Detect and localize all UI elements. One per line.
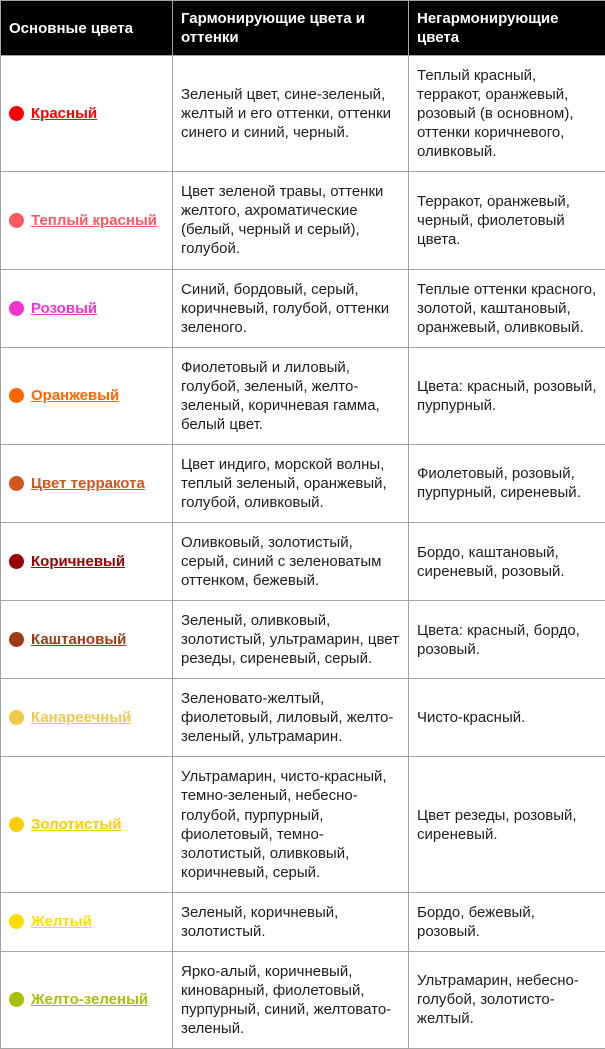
color-link[interactable]: Золотистый xyxy=(31,816,122,833)
clashing-cell: Фиолетовый, розовый, пурпурный, сиреневый. xyxy=(409,444,605,522)
table-row xyxy=(1,892,605,951)
color-link[interactable]: Красный xyxy=(31,105,97,122)
clashing-cell: Бордо, бежевый, розовый. xyxy=(409,892,605,951)
main-color-cell xyxy=(1,601,173,679)
color-dot-icon xyxy=(9,914,24,929)
clashing-cell: Цвет резеды, розовый, сиреневый. xyxy=(409,757,605,892)
color-dot-icon xyxy=(9,817,24,832)
main-color-cell xyxy=(1,56,173,172)
color-dot-icon xyxy=(9,301,24,316)
table-row xyxy=(1,444,605,522)
color-link[interactable]: Желтый xyxy=(31,913,92,930)
col-header-main-colors: Основные цвета xyxy=(1,1,173,56)
clashing-cell: Теплый красный, терракот, оранжевый, розовый (в основном), оттенки коричневого, оливковый. xyxy=(409,56,605,172)
harmonizing-cell: Фиолетовый и лиловый, голубой, зеленый, желто-зеленый, коричневая гамма, белый цвет. xyxy=(173,347,409,444)
color-link[interactable]: Теплый красный xyxy=(31,212,157,229)
main-color-cell xyxy=(1,892,173,951)
clashing-cell: Ультрамарин, небесно-голубой, золотисто-желтый. xyxy=(409,951,605,1048)
table-row xyxy=(1,601,605,679)
color-dot-icon xyxy=(9,476,24,491)
color-link[interactable]: Коричневый xyxy=(31,553,125,570)
clashing-cell: Теплые оттенки красного, золотой, каштановый, оранжевый, оливковый. xyxy=(409,269,605,347)
harmonizing-cell: Зеленый, оливковый, золотистый, ультрамарин, цвет резеды, сиреневый, серый. xyxy=(173,601,409,679)
harmonizing-cell: Зеленовато-желтый, фиолетовый, лиловый, желто-зеленый, ультрамарин. xyxy=(173,679,409,757)
col-header-harmonizing: Гармонирующие цвета и оттенки xyxy=(173,1,409,56)
harmonizing-cell: Оливковый, золотистый, серый, синий с зеленоватым оттенком, бежевый. xyxy=(173,522,409,600)
table-row xyxy=(1,56,605,172)
harmonizing-cell: Цвет индиго, морской волны, теплый зеленый, оранжевый, голубой, оливковый. xyxy=(173,444,409,522)
clashing-cell: Чисто-красный. xyxy=(409,679,605,757)
col-header-clashing: Негармонирующие цвета xyxy=(409,1,605,56)
main-color-cell xyxy=(1,172,173,269)
table-row xyxy=(1,757,605,892)
color-dot-icon xyxy=(9,992,24,1007)
harmonizing-cell: Зеленый, коричневый, золотистый. xyxy=(173,892,409,951)
harmonizing-cell: Синий, бордовый, серый, коричневый, голубой, оттенки зеленого. xyxy=(173,269,409,347)
main-color-cell xyxy=(1,951,173,1048)
table-row xyxy=(1,522,605,600)
color-link[interactable]: Желто-зеленый xyxy=(31,991,148,1008)
table-row xyxy=(1,172,605,269)
main-color-cell xyxy=(1,444,173,522)
harmonizing-cell: Ярко-алый, коричневый, киноварный, фиолетовый, пурпурный, синий, желтовато-зеленый. xyxy=(173,951,409,1048)
main-color-cell xyxy=(1,679,173,757)
color-dot-icon xyxy=(9,213,24,228)
clashing-cell: Цвета: красный, бордо, розовый. xyxy=(409,601,605,679)
harmonizing-cell: Зеленый цвет, сине-зеленый, желтый и его оттенки, оттенки синего и синий, черный. xyxy=(173,56,409,172)
main-color-cell xyxy=(1,269,173,347)
table-header xyxy=(1,1,605,56)
table-row xyxy=(1,951,605,1048)
table-row xyxy=(1,347,605,444)
table-row xyxy=(1,269,605,347)
main-color-cell xyxy=(1,347,173,444)
table-body xyxy=(1,56,605,1049)
clashing-cell: Терракот, оранжевый, черный, фиолетовый цвета. xyxy=(409,172,605,269)
color-dot-icon xyxy=(9,632,24,647)
color-link[interactable]: Каштановый xyxy=(31,631,126,648)
table-row xyxy=(1,679,605,757)
color-dot-icon xyxy=(9,106,24,121)
header-row xyxy=(1,1,605,56)
clashing-cell: Цвета: красный, розовый, пурпурный. xyxy=(409,347,605,444)
color-dot-icon xyxy=(9,388,24,403)
color-dot-icon xyxy=(9,554,24,569)
harmonizing-cell: Цвет зеленой травы, оттенки желтого, ахроматические (белый, черный и серый), голубой. xyxy=(173,172,409,269)
clashing-cell: Бордо, каштановый, сиреневый, розовый. xyxy=(409,522,605,600)
color-link[interactable]: Канареечный xyxy=(31,709,131,726)
color-link[interactable]: Цвет терракота xyxy=(31,475,145,492)
color-link[interactable]: Оранжевый xyxy=(31,387,119,404)
main-color-cell xyxy=(1,757,173,892)
main-color-cell xyxy=(1,522,173,600)
color-link[interactable]: Розовый xyxy=(31,300,97,317)
harmonizing-cell: Ультрамарин, чисто-красный, темно-зеленый, небесно-голубой, пурпурный, фиолетовый, темно-золотистый, оливковый, коричневый, серый. xyxy=(173,757,409,892)
color-dot-icon xyxy=(9,710,24,725)
